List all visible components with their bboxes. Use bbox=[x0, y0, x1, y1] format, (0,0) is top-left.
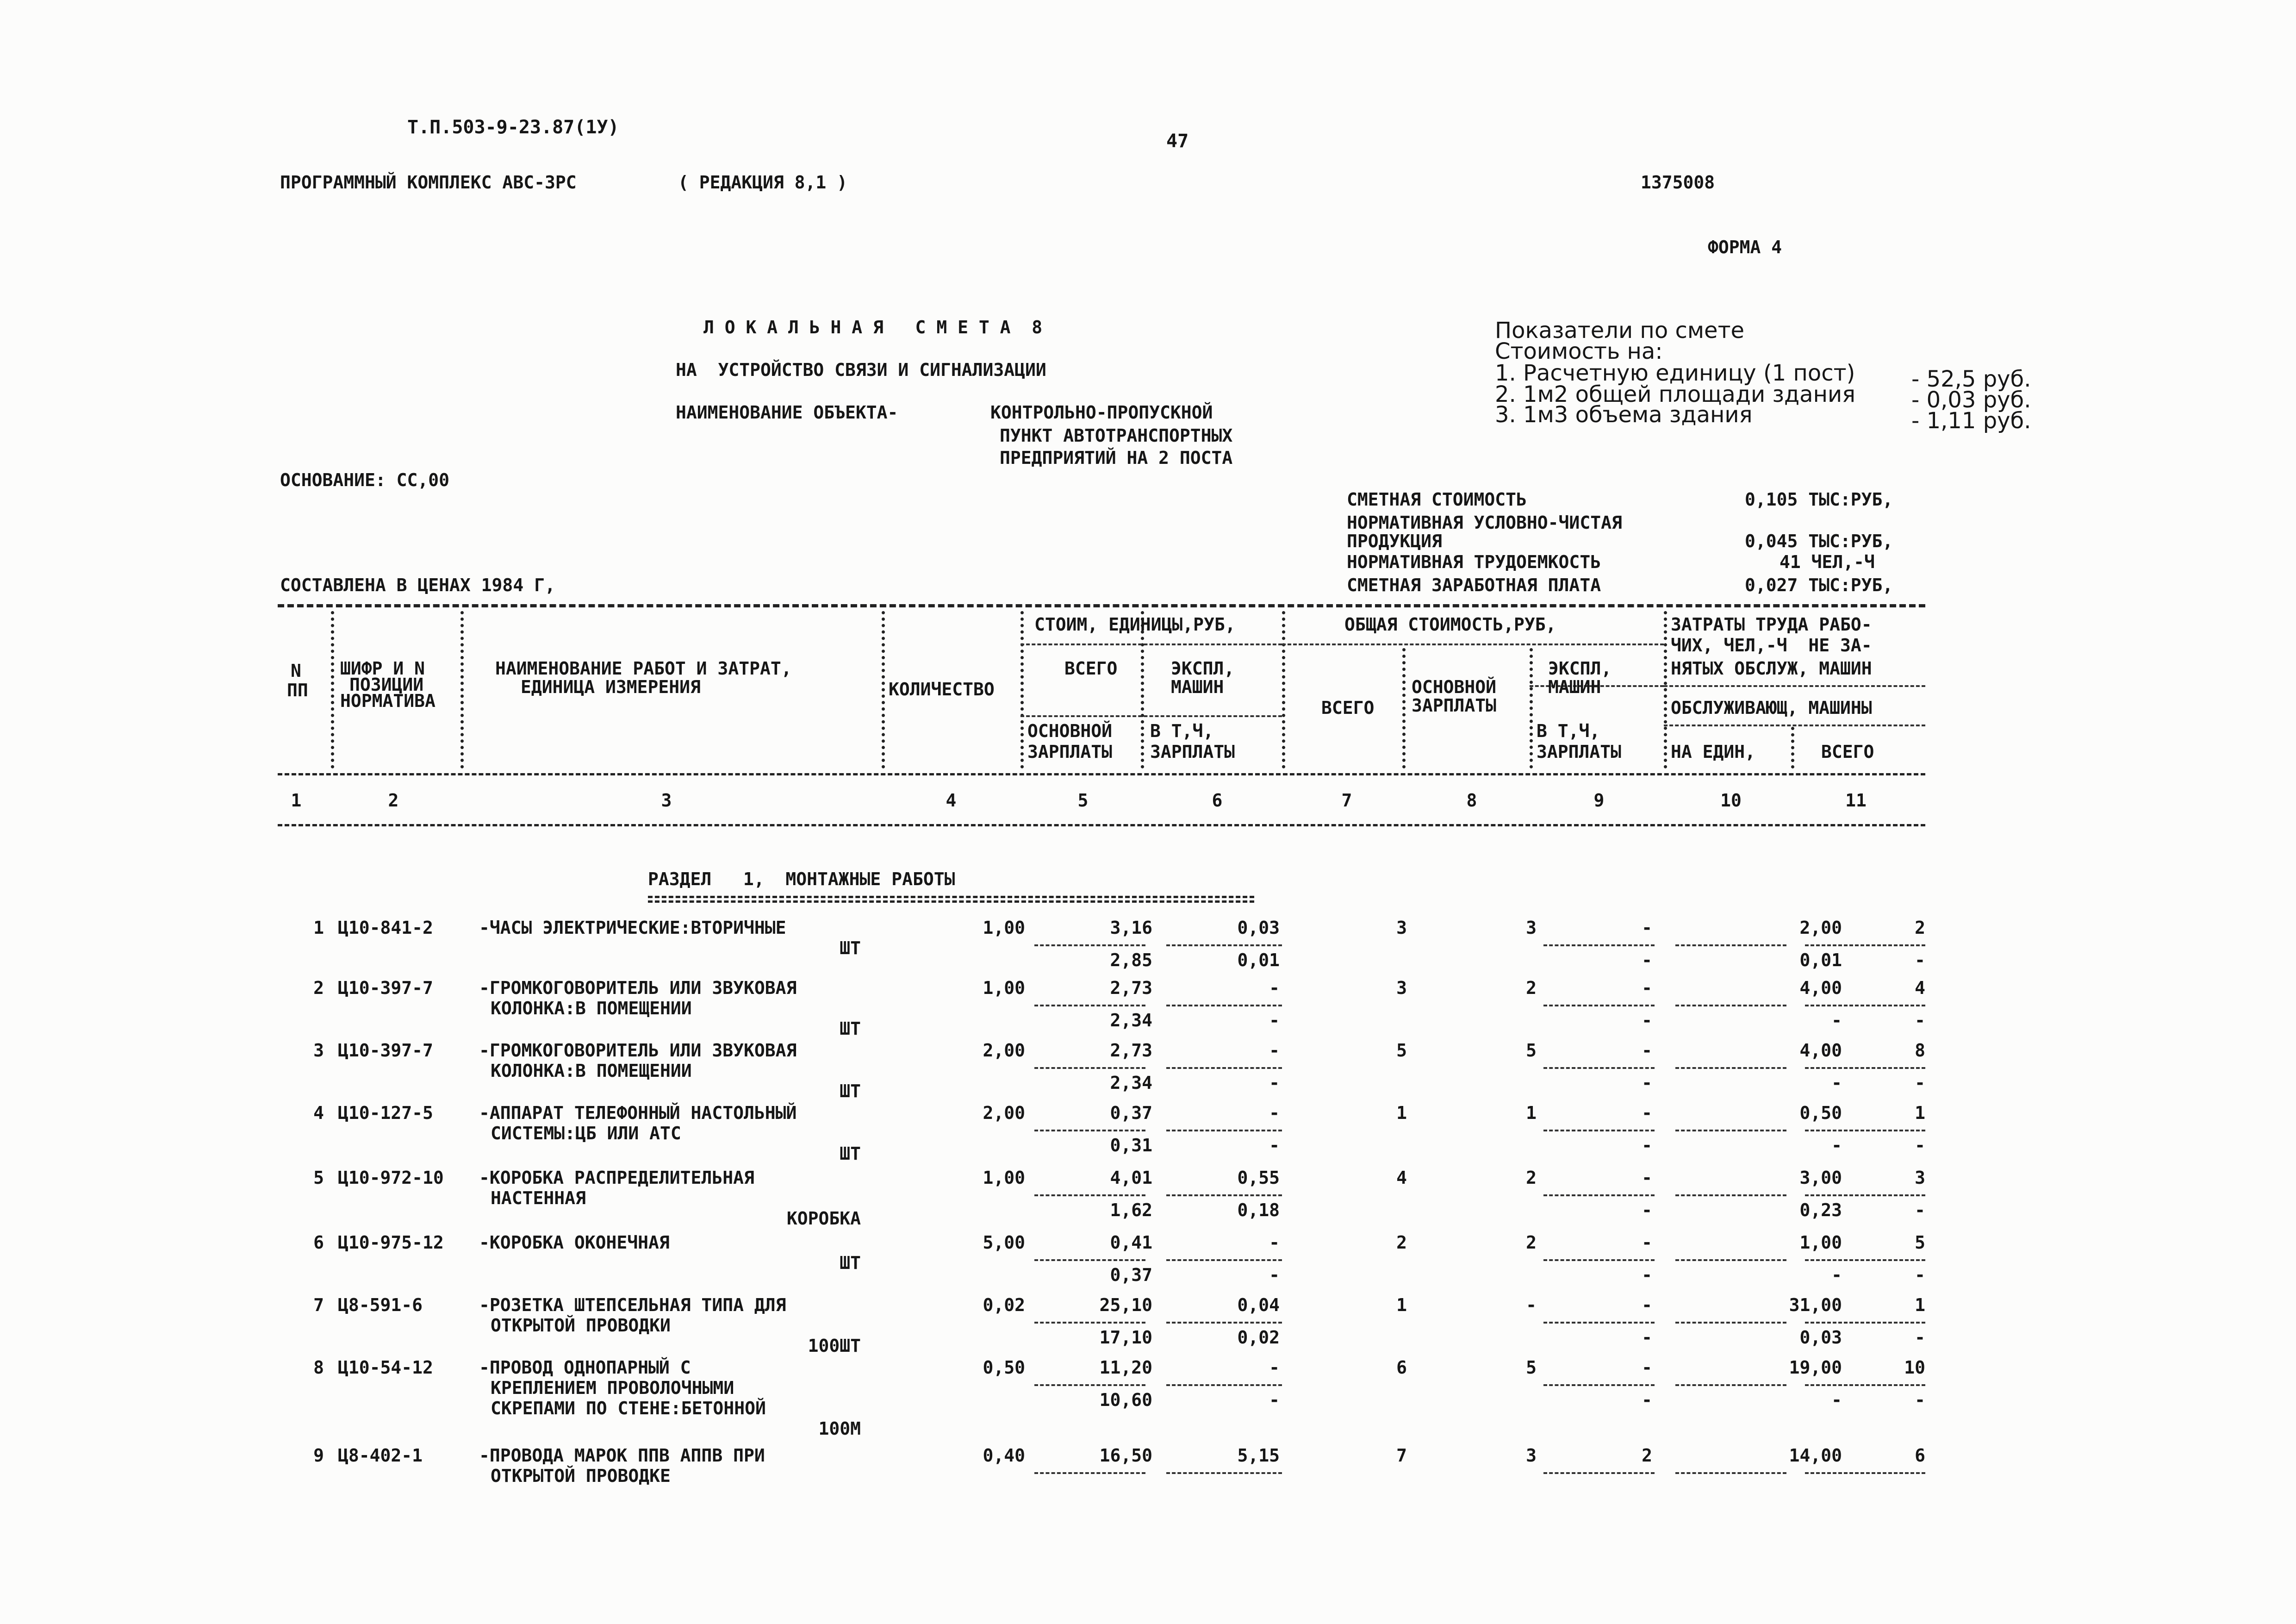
object-name-3: ПРЕДПРИЯТИЙ НА 2 ПОСТА bbox=[1000, 448, 1233, 468]
summary-labor-value: 41 ЧЕЛ,-Ч bbox=[1780, 552, 1875, 572]
cell-divider bbox=[1034, 1384, 1145, 1386]
cell-divider bbox=[1543, 944, 1655, 946]
cell-divider bbox=[1034, 944, 1145, 946]
row-name: НАСТЕННАЯ bbox=[491, 1188, 586, 1208]
row-name: -ПРОВОД ОДНОПАРНЫЙ С bbox=[479, 1357, 691, 1378]
row-labor-per-unit-2: 0,23 bbox=[1799, 1200, 1842, 1220]
col-divider bbox=[1402, 648, 1406, 768]
row-code: Ц10-397-7 bbox=[338, 1040, 433, 1061]
row-unit-cost-mach-wage: - bbox=[1269, 1390, 1280, 1410]
row-total-wage: 2 bbox=[1526, 978, 1537, 998]
labor-rule bbox=[1664, 685, 1925, 687]
row-unit-cost-mach-wage: - bbox=[1269, 1135, 1280, 1156]
row-labor-per-unit-2: 0,01 bbox=[1799, 950, 1842, 970]
indicator-label-3: 3. 1м3 объема здания bbox=[1495, 402, 1753, 428]
col-code-1: ШИФР И N bbox=[340, 658, 425, 679]
row-code: Ц8-591-6 bbox=[338, 1295, 423, 1315]
doc-number: 1375008 bbox=[1641, 172, 1715, 193]
col-number: 6 bbox=[1212, 790, 1223, 811]
row-total-mach-wage: - bbox=[1642, 1073, 1652, 1093]
row-name: КОЛОНКА:В ПОМЕЩЕНИИ bbox=[491, 1061, 692, 1081]
col-labor-1: ЗАТРАТЫ ТРУДА РАБО- bbox=[1671, 614, 1872, 635]
summary-wage-label: СМЕТНАЯ ЗАРАБОТНАЯ ПЛАТА bbox=[1347, 575, 1601, 595]
row-number: 5 bbox=[313, 1168, 324, 1188]
cell-divider bbox=[1166, 1194, 1282, 1196]
col-tc-wage-1: ОСНОВНОЙ bbox=[1412, 677, 1497, 697]
col-tc-mach-wage-1: В Т,Ч, bbox=[1537, 721, 1600, 741]
col-uc-total: ВСЕГО bbox=[1064, 658, 1118, 679]
row-name: -КОРОБКА РАСПРЕДЕЛИТЕЛЬНАЯ bbox=[479, 1168, 754, 1188]
cell-divider bbox=[1805, 1067, 1925, 1069]
indicators-subtitle: Стоимость на: bbox=[1495, 338, 1663, 364]
col-uc-wage-2: ЗАРПЛАТЫ bbox=[1027, 742, 1113, 762]
col-code-3: НОРМАТИВА bbox=[340, 691, 436, 711]
row-number: 1 bbox=[313, 918, 324, 938]
row-labor-total-2: - bbox=[1915, 1390, 1925, 1410]
col-labor-2: ЧИХ, ЧЕЛ,-Ч НЕ ЗА- bbox=[1671, 635, 1872, 656]
row-total-cost: 3 bbox=[1396, 978, 1407, 998]
row-total-machines: - bbox=[1642, 918, 1652, 938]
row-quantity: 1,00 bbox=[983, 978, 1025, 998]
col-number: 8 bbox=[1466, 790, 1477, 811]
cell-divider bbox=[1543, 1005, 1655, 1006]
cell-divider bbox=[1675, 1472, 1786, 1474]
indicators-title: Показатели по смете bbox=[1495, 318, 1745, 344]
row-total-cost: 2 bbox=[1396, 1232, 1407, 1253]
row-code: Ц10-841-2 bbox=[338, 918, 433, 938]
header-bottom-rule bbox=[278, 773, 1925, 775]
cell-divider bbox=[1034, 1194, 1145, 1196]
row-total-mach-wage: - bbox=[1642, 1327, 1652, 1348]
row-code: Ц10-972-10 bbox=[338, 1168, 444, 1188]
row-total-mach-wage: - bbox=[1642, 1265, 1652, 1285]
col-number: 5 bbox=[1077, 790, 1089, 811]
row-name: КОЛОНКА:В ПОМЕЩЕНИИ bbox=[491, 998, 692, 1018]
row-quantity: 5,00 bbox=[983, 1232, 1025, 1253]
row-unit: ШТ bbox=[840, 1018, 861, 1039]
cell-divider bbox=[1166, 944, 1282, 946]
row-unit: 100ШТ bbox=[808, 1336, 861, 1356]
indicator-value-1: - 52,5 руб. bbox=[1911, 366, 2031, 392]
unit-cost-sub-rule bbox=[1020, 715, 1282, 717]
row-labor-per-unit-2: - bbox=[1831, 1010, 1842, 1031]
object-name-2: ПУНКТ АВТОТРАНСПОРТНЫХ bbox=[1000, 425, 1233, 446]
row-labor-total-2: - bbox=[1915, 1135, 1925, 1156]
row-quantity: 0,02 bbox=[983, 1295, 1025, 1315]
col-tc-wage-2: ЗАРПЛАТЫ bbox=[1412, 695, 1497, 716]
row-total-cost: 6 bbox=[1396, 1357, 1407, 1378]
indicator-value-3: - 1,11 руб. bbox=[1911, 408, 2031, 434]
indicator-label-2: 2. 1м2 общей площади здания bbox=[1495, 381, 1856, 407]
cell-divider bbox=[1805, 1259, 1925, 1261]
col-number: 9 bbox=[1593, 790, 1605, 811]
row-unit-cost-machines: - bbox=[1269, 1232, 1280, 1253]
row-total-mach-wage: - bbox=[1642, 1390, 1652, 1410]
row-labor-per-unit: 14,00 bbox=[1789, 1445, 1842, 1466]
row-total-cost: 7 bbox=[1396, 1445, 1407, 1466]
estimate-subject: НА УСТРОЙСТВО СВЯЗИ И СИГНАЛИЗАЦИИ bbox=[676, 360, 1046, 380]
row-name: -КОРОБКА ОКОНЕЧНАЯ bbox=[479, 1232, 670, 1253]
row-unit-cost-wage: 2,34 bbox=[1110, 1010, 1152, 1031]
row-unit-cost-total: 0,37 bbox=[1110, 1103, 1152, 1123]
summary-labor-label: НОРМАТИВНАЯ ТРУДОЕМКОСТЬ bbox=[1347, 552, 1601, 572]
col-qty: КОЛИЧЕСТВО bbox=[889, 679, 995, 700]
row-labor-total: 1 bbox=[1915, 1295, 1925, 1315]
prices-year: СОСТАВЛЕНА В ЦЕНАХ 1984 Г, bbox=[280, 575, 555, 595]
row-number: 9 bbox=[313, 1445, 324, 1466]
row-labor-per-unit: 4,00 bbox=[1799, 978, 1842, 998]
row-unit-cost-total: 11,20 bbox=[1099, 1357, 1152, 1378]
row-labor-total-2: - bbox=[1915, 1200, 1925, 1220]
row-unit-cost-machines: - bbox=[1269, 978, 1280, 998]
row-name: -РОЗЕТКА ШТЕПСЕЛЬНАЯ ТИПА ДЛЯ bbox=[479, 1295, 786, 1315]
cell-divider bbox=[1166, 1322, 1282, 1324]
row-labor-per-unit-2: - bbox=[1831, 1390, 1842, 1410]
section-rule bbox=[648, 900, 1254, 903]
col-tc-mach-1: ЭКСПЛ, bbox=[1548, 658, 1612, 679]
page-number: 47 bbox=[1166, 131, 1189, 152]
program-name: ПРОГРАММНЫЙ КОМПЛЕКС АВС-3РС bbox=[280, 172, 577, 193]
col-number: 4 bbox=[946, 790, 957, 811]
cell-divider bbox=[1543, 1259, 1655, 1261]
row-labor-per-unit: 19,00 bbox=[1789, 1357, 1842, 1378]
row-total-machines: 2 bbox=[1642, 1445, 1652, 1466]
row-name: -АППАРАТ ТЕЛЕФОННЫЙ НАСТОЛЬНЫЙ bbox=[479, 1103, 797, 1123]
col-per-unit: НА ЕДИН, bbox=[1671, 742, 1756, 762]
row-total-wage: 5 bbox=[1526, 1357, 1537, 1378]
row-unit-cost-mach-wage: - bbox=[1269, 1265, 1280, 1285]
row-labor-per-unit: 4,00 bbox=[1799, 1040, 1842, 1061]
row-total-machines: - bbox=[1642, 1168, 1652, 1188]
col-number: 7 bbox=[1341, 790, 1352, 811]
row-number: 2 bbox=[313, 978, 324, 998]
summary-wage-value: 0,027 ТЫС:РУБ, bbox=[1745, 575, 1893, 595]
cell-divider bbox=[1034, 1130, 1145, 1131]
cell-divider bbox=[1034, 1259, 1145, 1261]
col-divider bbox=[1664, 611, 1667, 768]
cell-divider bbox=[1805, 944, 1925, 946]
cell-divider bbox=[1543, 1384, 1655, 1386]
row-labor-total: 1 bbox=[1915, 1103, 1925, 1123]
row-unit-cost-total: 25,10 bbox=[1099, 1295, 1152, 1315]
indicator-value-2: - 0,03 руб. bbox=[1911, 387, 2031, 413]
summary-production-label-1: НОРМАТИВНАЯ УСЛОВНО-ЧИСТАЯ bbox=[1347, 512, 1622, 533]
cell-divider bbox=[1166, 1384, 1282, 1386]
col-divider bbox=[1530, 648, 1533, 768]
row-labor-total: 3 bbox=[1915, 1168, 1925, 1188]
row-unit-cost-total: 0,41 bbox=[1110, 1232, 1152, 1253]
doc-code: Т.П.503-9-23.87(1У) bbox=[407, 117, 619, 138]
cell-divider bbox=[1805, 1194, 1925, 1196]
table-top-rule bbox=[278, 604, 1925, 607]
row-quantity: 2,00 bbox=[983, 1103, 1025, 1123]
row-number: 4 bbox=[313, 1103, 324, 1123]
row-name: ОТКРЫТОЙ ПРОВОДКЕ bbox=[491, 1466, 671, 1486]
row-name: СКРЕПАМИ ПО СТЕНЕ:БЕТОННОЙ bbox=[491, 1398, 766, 1418]
row-unit: ШТ bbox=[840, 1253, 861, 1273]
row-quantity: 1,00 bbox=[983, 1168, 1025, 1188]
row-code: Ц10-54-12 bbox=[338, 1357, 433, 1378]
cell-divider bbox=[1805, 1384, 1925, 1386]
row-unit-cost-mach-wage: 0,02 bbox=[1237, 1327, 1280, 1348]
col-name-1: НАИМЕНОВАНИЕ РАБОТ И ЗАТРАТ, bbox=[495, 658, 792, 679]
cell-divider bbox=[1675, 1194, 1786, 1196]
row-unit: ШТ bbox=[840, 938, 861, 958]
row-unit-cost-wage: 1,62 bbox=[1110, 1200, 1152, 1220]
row-total-cost: 3 bbox=[1396, 918, 1407, 938]
row-total-mach-wage: - bbox=[1642, 1010, 1652, 1031]
row-unit-cost-total: 16,50 bbox=[1099, 1445, 1152, 1466]
col-number: 11 bbox=[1845, 790, 1867, 811]
cell-divider bbox=[1675, 1005, 1786, 1006]
row-labor-total: 4 bbox=[1915, 978, 1925, 998]
col-total-cost: ОБЩАЯ СТОИМОСТЬ,РУБ, bbox=[1344, 614, 1556, 635]
row-quantity: 1,00 bbox=[983, 918, 1025, 938]
object-label: НАИМЕНОВАНИЕ ОБЪЕКТА- bbox=[676, 402, 898, 423]
col-labor-sub: ОБСЛУЖИВАЮЩ, МАШИНЫ bbox=[1671, 698, 1872, 718]
cell-divider bbox=[1805, 1005, 1925, 1006]
col-tc-mach-2: МАШИН bbox=[1548, 677, 1601, 697]
row-total-cost: 5 bbox=[1396, 1040, 1407, 1061]
row-labor-total: 5 bbox=[1915, 1232, 1925, 1253]
row-labor-per-unit: 31,00 bbox=[1789, 1295, 1842, 1315]
cell-divider bbox=[1675, 1322, 1786, 1324]
row-unit-cost-machines: 0,03 bbox=[1237, 918, 1280, 938]
summary-production-value: 0,045 ТЫС:РУБ, bbox=[1745, 531, 1893, 551]
summary-production-label-2: ПРОДУКЦИЯ bbox=[1347, 531, 1442, 551]
row-code: Ц10-397-7 bbox=[338, 978, 433, 998]
row-total-wage: 3 bbox=[1526, 1445, 1537, 1466]
row-name: -ГРОМКОГОВОРИТЕЛЬ ИЛИ ЗВУКОВАЯ bbox=[479, 978, 797, 998]
row-number: 6 bbox=[313, 1232, 324, 1253]
row-unit-cost-total: 3,16 bbox=[1110, 918, 1152, 938]
cell-divider bbox=[1034, 1067, 1145, 1069]
col-uc-mach-wage-2: ЗАРПЛАТЫ bbox=[1150, 742, 1235, 762]
row-unit-cost-machines: - bbox=[1269, 1103, 1280, 1123]
row-labor-total-2: - bbox=[1915, 1073, 1925, 1093]
object-name-1: КОНТРОЛЬНО-ПРОПУСКНОЙ bbox=[990, 402, 1213, 423]
col-divider bbox=[1141, 611, 1144, 768]
row-unit-cost-wage: 10,60 bbox=[1099, 1390, 1152, 1410]
row-total-cost: 1 bbox=[1396, 1295, 1407, 1315]
row-unit-cost-wage: 2,85 bbox=[1110, 950, 1152, 970]
cell-divider bbox=[1805, 1322, 1925, 1324]
row-unit-cost-total: 2,73 bbox=[1110, 1040, 1152, 1061]
row-total-wage: - bbox=[1526, 1295, 1537, 1315]
row-total-wage: 2 bbox=[1526, 1232, 1537, 1253]
col-number: 10 bbox=[1720, 790, 1742, 811]
cell-divider bbox=[1805, 1472, 1925, 1474]
row-unit: ШТ bbox=[840, 1081, 861, 1101]
summary-cost-value: 0,105 ТЫС:РУБ, bbox=[1745, 489, 1893, 510]
total-cost-rule bbox=[1282, 643, 1664, 645]
indicator-label-1: 1. Расчетную единицу (1 пост) bbox=[1495, 360, 1855, 386]
row-labor-per-unit-2: - bbox=[1831, 1265, 1842, 1285]
col-divider bbox=[331, 611, 334, 768]
cell-divider bbox=[1543, 1194, 1655, 1196]
row-total-cost: 1 bbox=[1396, 1103, 1407, 1123]
labor-sub-rule bbox=[1664, 725, 1925, 726]
col-uc-mach-1: ЭКСПЛ, bbox=[1171, 658, 1235, 679]
summary-cost-label: СМЕТНАЯ СТОИМОСТЬ bbox=[1347, 489, 1527, 510]
col-code-2: ПОЗИЦИИ bbox=[349, 675, 424, 695]
row-unit-cost-machines: 0,04 bbox=[1237, 1295, 1280, 1315]
number-row-rule bbox=[278, 824, 1925, 826]
row-unit-cost-wage: 17,10 bbox=[1099, 1327, 1152, 1348]
row-code: Ц10-127-5 bbox=[338, 1103, 433, 1123]
row-unit: 100М bbox=[818, 1418, 861, 1439]
col-name-2: ЕДИНИЦА ИЗМЕРЕНИЯ bbox=[521, 677, 701, 697]
cell-divider bbox=[1805, 1130, 1925, 1131]
row-unit-cost-mach-wage: - bbox=[1269, 1073, 1280, 1093]
cell-divider bbox=[1166, 1005, 1282, 1006]
row-total-mach-wage: - bbox=[1642, 950, 1652, 970]
row-labor-total-2: - bbox=[1915, 950, 1925, 970]
row-quantity: 2,00 bbox=[983, 1040, 1025, 1061]
col-labor-3: НЯТЫХ ОБСЛУЖ, МАШИН bbox=[1671, 658, 1872, 679]
col-uc-mach-2: МАШИН bbox=[1171, 677, 1224, 697]
row-code: Ц10-975-12 bbox=[338, 1232, 444, 1253]
row-total-machines: - bbox=[1642, 1040, 1652, 1061]
row-labor-total-2: - bbox=[1915, 1265, 1925, 1285]
row-unit-cost-machines: - bbox=[1269, 1040, 1280, 1061]
col-divider bbox=[882, 611, 885, 768]
row-labor-total: 8 bbox=[1915, 1040, 1925, 1061]
row-total-wage: 2 bbox=[1526, 1168, 1537, 1188]
row-total-wage: 1 bbox=[1526, 1103, 1537, 1123]
row-name: -ПРОВОДА МАРОК ППВ АППВ ПРИ bbox=[479, 1445, 765, 1466]
col-divider bbox=[1791, 727, 1794, 768]
row-total-machines: - bbox=[1642, 1295, 1652, 1315]
cell-divider bbox=[1034, 1005, 1145, 1006]
cell-divider bbox=[1034, 1472, 1145, 1474]
col-uc-mach-wage-1: В Т,Ч, bbox=[1150, 721, 1214, 741]
col-divider bbox=[1020, 611, 1024, 768]
row-labor-per-unit-2: - bbox=[1831, 1073, 1842, 1093]
row-unit-cost-total: 2,73 bbox=[1110, 978, 1152, 998]
row-labor-total-2: - bbox=[1915, 1327, 1925, 1348]
row-labor-per-unit: 1,00 bbox=[1799, 1232, 1842, 1253]
row-unit: КОРОБКА bbox=[786, 1208, 861, 1229]
row-number: 3 bbox=[313, 1040, 324, 1061]
section-rule bbox=[648, 896, 1254, 898]
estimate-title: Л О К А Л Ь Н А Я С М Е Т А 8 bbox=[703, 317, 1043, 337]
cell-divider bbox=[1166, 1259, 1282, 1261]
row-labor-total: 2 bbox=[1915, 918, 1925, 938]
row-labor-total: 6 bbox=[1915, 1445, 1925, 1466]
row-name: КРЕПЛЕНИЕМ ПРОВОЛОЧНЫМИ bbox=[491, 1378, 734, 1398]
row-name: -ЧАСЫ ЭЛЕКТРИЧЕСКИЕ:ВТОРИЧНЫЕ bbox=[479, 918, 786, 938]
row-labor-total-2: - bbox=[1915, 1010, 1925, 1031]
col-number: 1 bbox=[291, 790, 302, 811]
col-labor-total: ВСЕГО bbox=[1821, 742, 1874, 762]
section-title: РАЗДЕЛ 1, МОНТАЖНЫЕ РАБОТЫ bbox=[648, 869, 955, 889]
row-labor-per-unit: 2,00 bbox=[1799, 918, 1842, 938]
cell-divider bbox=[1166, 1067, 1282, 1069]
col-tc-total: ВСЕГО bbox=[1321, 698, 1375, 718]
row-name: -ГРОМКОГОВОРИТЕЛЬ ИЛИ ЗВУКОВАЯ bbox=[479, 1040, 797, 1061]
col-unit-cost: СТОИМ, ЕДИНИЦЫ,РУБ, bbox=[1034, 614, 1236, 635]
col-n-2: ПП bbox=[287, 680, 308, 700]
cell-divider bbox=[1675, 1130, 1786, 1131]
col-uc-wage-1: ОСНОВНОЙ bbox=[1027, 721, 1113, 741]
row-unit-cost-machines: 0,55 bbox=[1237, 1168, 1280, 1188]
cell-divider bbox=[1543, 1472, 1655, 1474]
row-total-machines: - bbox=[1642, 1232, 1652, 1253]
row-unit-cost-machines: 5,15 bbox=[1237, 1445, 1280, 1466]
cell-divider bbox=[1543, 1067, 1655, 1069]
edition: ( РЕДАКЦИЯ 8,1 ) bbox=[678, 172, 848, 193]
row-unit-cost-total: 4,01 bbox=[1110, 1168, 1152, 1188]
col-divider bbox=[460, 611, 464, 768]
cell-divider bbox=[1166, 1472, 1282, 1474]
basis: ОСНОВАНИЕ: СС,00 bbox=[280, 470, 450, 490]
row-labor-per-unit: 0,50 bbox=[1799, 1103, 1842, 1123]
row-name: СИСТЕМЫ:ЦБ ИЛИ АТС bbox=[491, 1123, 681, 1143]
row-total-mach-wage: - bbox=[1642, 1200, 1652, 1220]
row-total-machines: - bbox=[1642, 978, 1652, 998]
cell-divider bbox=[1675, 1259, 1786, 1261]
cell-divider bbox=[1543, 1322, 1655, 1324]
row-quantity: 0,40 bbox=[983, 1445, 1025, 1466]
cell-divider bbox=[1034, 1322, 1145, 1324]
row-labor-per-unit-2: - bbox=[1831, 1135, 1842, 1156]
cell-divider bbox=[1675, 944, 1786, 946]
row-labor-per-unit: 3,00 bbox=[1799, 1168, 1842, 1188]
row-number: 8 bbox=[313, 1357, 324, 1378]
col-divider bbox=[1282, 611, 1285, 768]
form-label: ФОРМА 4 bbox=[1708, 237, 1782, 257]
row-number: 7 bbox=[313, 1295, 324, 1315]
row-total-machines: - bbox=[1642, 1103, 1652, 1123]
row-code: Ц8-402-1 bbox=[338, 1445, 423, 1466]
row-total-wage: 5 bbox=[1526, 1040, 1537, 1061]
row-unit-cost-wage: 2,34 bbox=[1110, 1073, 1152, 1093]
row-unit-cost-mach-wage: 0,18 bbox=[1237, 1200, 1280, 1220]
row-total-mach-wage: - bbox=[1642, 1135, 1652, 1156]
row-unit-cost-mach-wage: - bbox=[1269, 1010, 1280, 1031]
row-unit-cost-wage: 0,31 bbox=[1110, 1135, 1152, 1156]
row-labor-per-unit-2: 0,03 bbox=[1799, 1327, 1842, 1348]
col-number: 2 bbox=[388, 790, 399, 811]
row-unit: ШТ bbox=[840, 1143, 861, 1164]
row-unit-cost-wage: 0,37 bbox=[1110, 1265, 1152, 1285]
row-total-wage: 3 bbox=[1526, 918, 1537, 938]
cell-divider bbox=[1675, 1067, 1786, 1069]
row-name: ОТКРЫТОЙ ПРОВОДКИ bbox=[491, 1315, 671, 1336]
col-tc-mach-wage-2: ЗАРПЛАТЫ bbox=[1537, 742, 1622, 762]
row-unit-cost-mach-wage: 0,01 bbox=[1237, 950, 1280, 970]
col-n-1: N bbox=[291, 661, 301, 681]
cell-divider bbox=[1166, 1130, 1282, 1131]
cell-divider bbox=[1675, 1384, 1786, 1386]
row-unit-cost-machines: - bbox=[1269, 1357, 1280, 1378]
cell-divider bbox=[1543, 1130, 1655, 1131]
row-total-machines: - bbox=[1642, 1357, 1652, 1378]
unit-cost-rule bbox=[1020, 643, 1282, 645]
row-total-cost: 4 bbox=[1396, 1168, 1407, 1188]
row-labor-total: 10 bbox=[1904, 1357, 1925, 1378]
row-quantity: 0,50 bbox=[983, 1357, 1025, 1378]
col-number: 3 bbox=[661, 790, 672, 811]
